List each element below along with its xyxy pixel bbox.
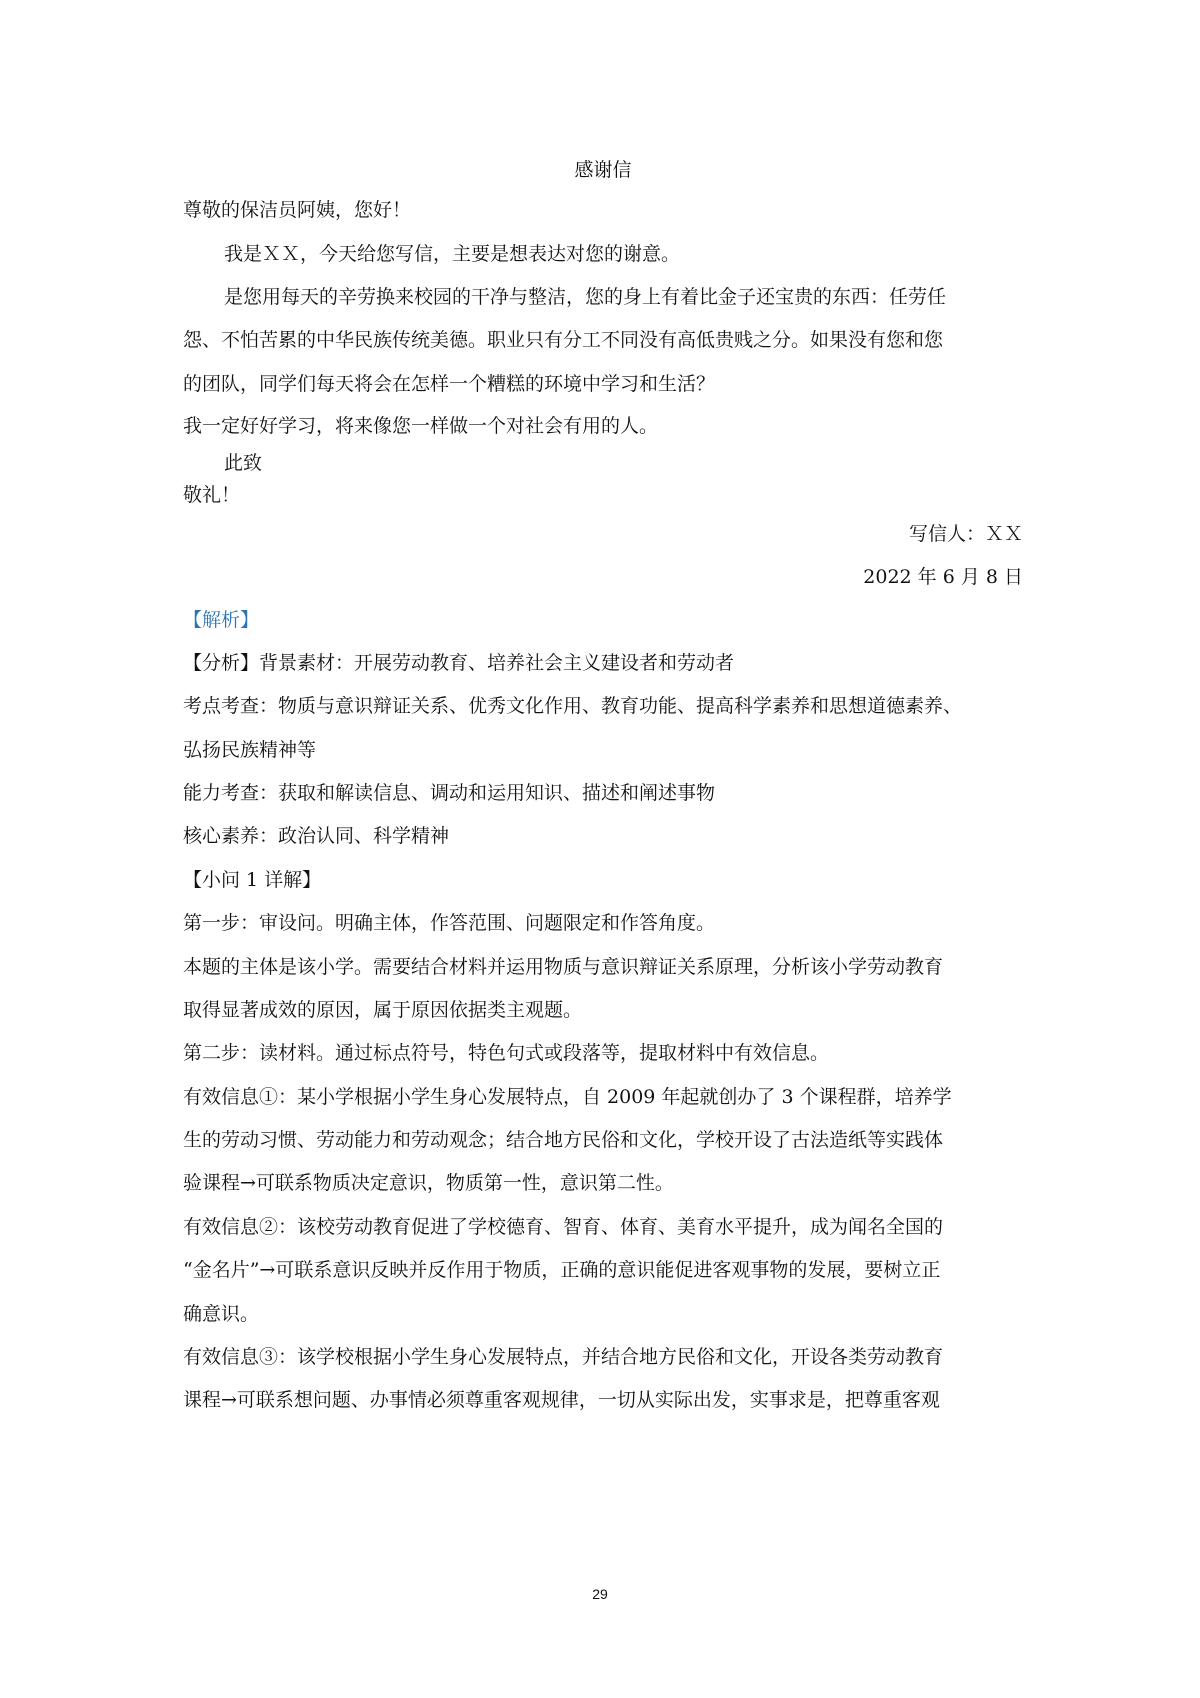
analysis-subquestion-heading: 【小问 1 详解】: [183, 869, 322, 891]
letter-paragraph-3: 我一定好好学习，将来像您一样做一个对社会有用的人。: [183, 415, 659, 437]
analysis-nengli: 能力考查：获取和解读信息、调动和运用知识、描述和阐述事物: [183, 782, 716, 804]
analysis-info-2-line-2: “金名片”→可联系意识反映并反作用于物质，正确的意识能促进客观事物的发展，要树立正: [183, 1259, 941, 1281]
letter-paragraph-2-line-3: 的团队，同学们每天将会在怎样一个糟糕的环境中学习和生活？: [183, 373, 716, 395]
analysis-subject-line-1: 本题的主体是该小学。需要结合材料并运用物质与意识辩证关系原理，分析该小学劳动教育: [183, 956, 944, 978]
analysis-subject-line-2: 取得显著成效的原因，属于原因依据类主观题。: [183, 999, 583, 1021]
analysis-info-2-line-3: 确意识。: [183, 1303, 260, 1325]
analysis-kaodian-line-2: 弘扬民族精神等: [183, 739, 317, 761]
letter-date: 2022 年 6 月 8 日: [863, 566, 1023, 588]
analysis-info-1-line-2: 生的劳动习惯、劳动能力和劳动观念；结合地方民俗和文化，学校开设了古法造纸等实践体: [183, 1129, 944, 1151]
analysis-kaodian-line-1: 考点考查：物质与意识辩证关系、优秀文化作用、教育功能、提高科学素养和思想道德素养、: [183, 695, 963, 717]
letter-closing-1: 此致: [224, 452, 263, 474]
analysis-step-2: 第二步：读材料。通过标点符号，特色句式或段落等，提取材料中有效信息。: [183, 1042, 830, 1064]
letter-paragraph-2-line-2: 怨、不怕苦累的中华民族传统美德。职业只有分工不同没有高低贵贱之分。如果没有您和您: [183, 329, 944, 351]
letter-title: 感谢信: [574, 159, 632, 181]
analysis-info-3-line-2: 课程→可联系想问题、办事情必须尊重客观规律，一切从实际出发，实事求是，把尊重客观: [183, 1389, 940, 1411]
analysis-info-3-line-1: 有效信息③：该学校根据小学生身心发展特点，并结合地方民俗和文化，开设各类劳动教育: [183, 1346, 944, 1368]
analysis-info-1-line-3: 验课程→可联系物质决定意识，物质第一性，意识第二性。: [183, 1172, 674, 1194]
analysis-info-2-line-1: 有效信息②：该校劳动教育促进了学校德育、智育、体育、美育水平提升，成为闻名全国的: [183, 1216, 944, 1238]
letter-signature: 写信人：ＸＸ: [908, 523, 1023, 545]
analysis-fenxi: 【分析】背景素材：开展劳动教育、培养社会主义建设者和劳动者: [183, 652, 735, 674]
analysis-suyang: 核心素养：政治认同、科学精神: [183, 825, 450, 847]
analysis-step-1: 第一步：审设问。明确主体，作答范围、问题限定和作答角度。: [183, 912, 716, 934]
page-number: 29: [592, 1586, 608, 1602]
analysis-heading: 【解析】: [183, 609, 260, 631]
letter-closing-2: 敬礼！: [183, 484, 241, 506]
letter-paragraph-2-line-1: 是您用每天的辛劳换来校园的干净与整洁，您的身上有着比金子还宝贵的东西：任劳任: [224, 286, 947, 308]
letter-paragraph-1: 我是ＸＸ，今天给您写信，主要是想表达对您的谢意。: [224, 243, 681, 265]
analysis-info-1-line-1: 有效信息①：某小学根据小学生身心发展特点，自 2009 年起就创办了 3 个课程群，培养学: [183, 1086, 952, 1108]
letter-salutation: 尊敬的保洁员阿姨，您好！: [183, 199, 412, 221]
